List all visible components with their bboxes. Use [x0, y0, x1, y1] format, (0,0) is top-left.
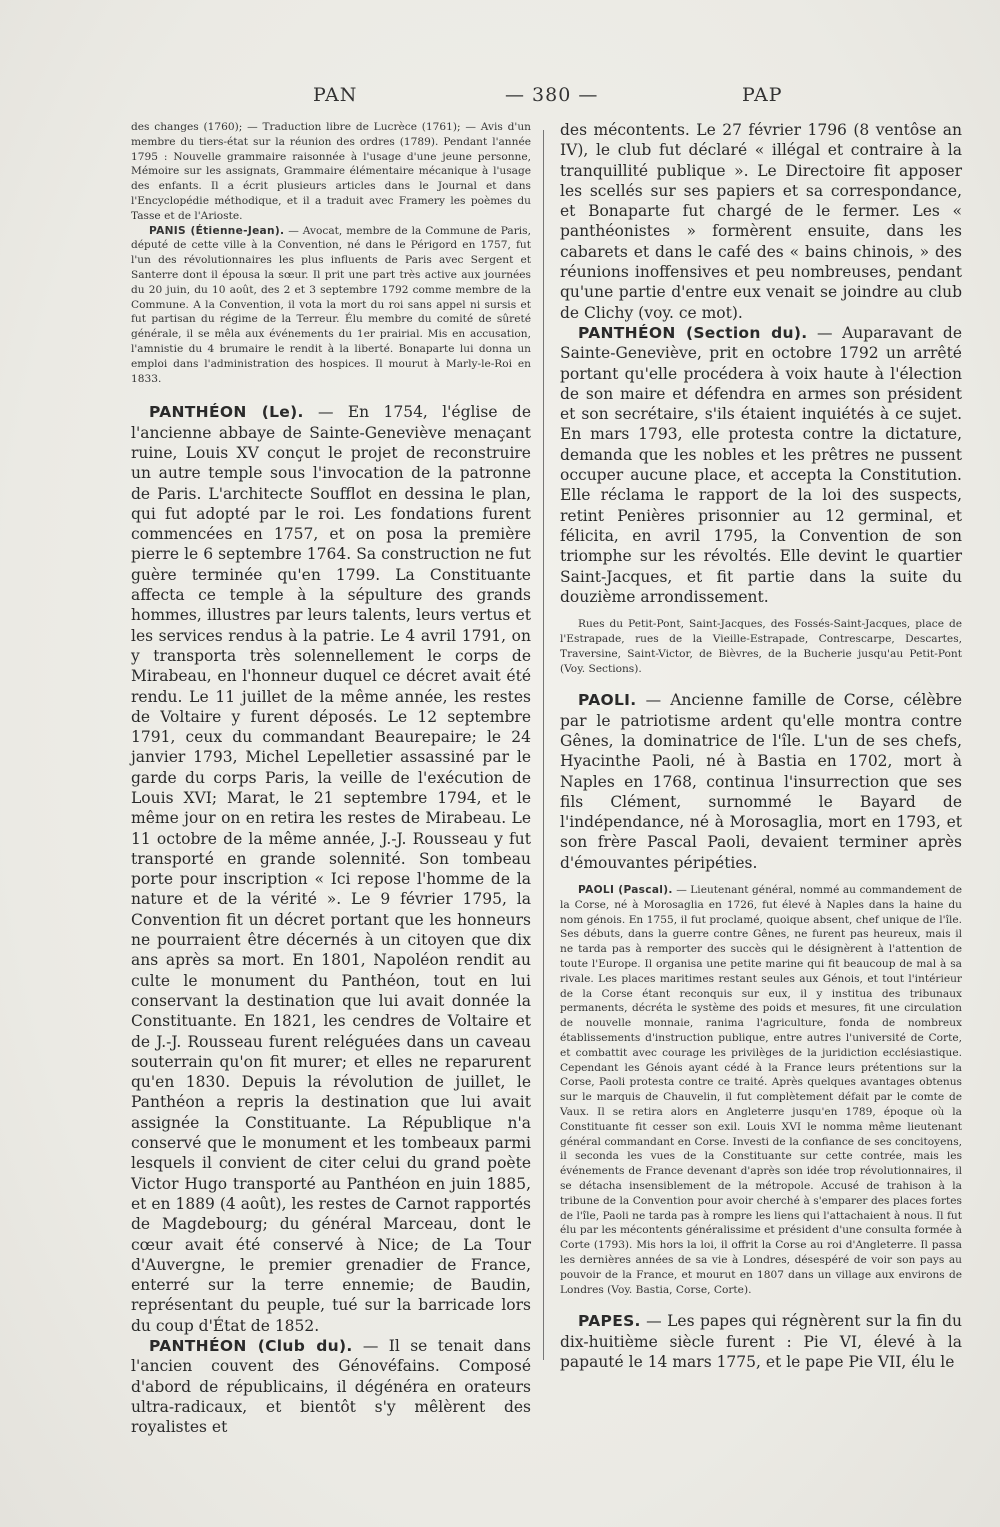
entry-papes: [560, 1311, 962, 1372]
page-number: — 380 —: [505, 84, 599, 106]
entry-paoli-pascal: [560, 883, 962, 1297]
entry-headword: PANTHÉON (Club du).: [149, 1337, 353, 1355]
running-head-left: PAN: [313, 84, 358, 106]
panis-preceding-entry: des changes (1760); — Traduction libre de Lucrèce (1761); — Avis d'un membre du tiers-état sur la réunion des ordres (1789). Pendant l'année 1795 : Nouvelle grammaire raisonnée à l'usage d'une jeune personne, Mémoire sur les assignats, Grammaire élémentaire mécanique à l'usage des enfants. Il a écrit plusieurs articles dans le Journal et dans l'Encyclopédie méthodique, et il a traduit avec Framery les poèmes du Tasse et de l'Arioste.: [131, 121, 531, 222]
entry-pantheon: [131, 402, 531, 1336]
entry-text: — Auparavant de Sainte-Geneviève, prit en octobre 1792 un arrêté portant qu'elle procédera à voix haute à l'élection de son maire et défendra en armes son président et son secrétaire, s'ils étaient inquiétés à ce sujet. En mars 1793, elle protesta contre la dictature, demanda que les nobles et les prêtres ne pussent occuper aucune place, et accepta la Constitution. Elle réclama le rapport de la loi des suspects, retint Penières prisonnier au 12 germinal, et félicita, en avril 1795, la Convention de son triomphe sur les révoltés. Elle devint le quartier Saint-Jacques, et fit partie dans la suite du douzième arrondissement.: [560, 323, 962, 606]
entry-headword: PAOLI.: [578, 691, 637, 710]
entry-text: — Les papes qui régnèrent sur la fin du dix-huitième siècle furent : Pie VI, élevé à la papauté le 14 mars 1775, et le pape Pie VII, élu le: [560, 1312, 962, 1371]
entry-paoli: [560, 690, 962, 873]
entry-headword: PANTHÉON (Section du).: [578, 323, 808, 342]
right-column: [560, 120, 962, 1372]
entry-pantheon-club: [131, 1336, 531, 1437]
section-streets-note: Rues du Petit-Pont, Saint-Jacques, des Fossés-Saint-Jacques, place de l'Estrapade, rues de la Vieille-Estrapade, Contrescarpe, Descartes, Traversine, Saint-Victor, de Bièvres, de la Bucherie jusqu'au Petit-Pont (Voy. Sections).: [560, 618, 962, 675]
entry-text: — Il se tenait dans l'ancien couvent des Génovéfains. Composé d'abord de républicains, il dégénéra en orateurs ultra-radicaux, et bientôt s'y mêlèrent des royalistes et: [131, 1337, 531, 1437]
column-divider: [543, 130, 544, 1360]
entry-text: — Lieutenant général, nommé au commandement de la Corse, né à Morosaglia en 1726, fut élevé à Naples dans la haine du nom génois. En 1755, il fut proclamé, quoique absent, chef unique de l'île. Ses débuts, dans la guerre contre Gênes, ne furent pas heureux, mais il ne tarda pas à remporter des succès qui le désignèrent à l'attention de toute l'Europe. Il organisa une petite marine qui fit beaucoup de mal à sa rivale. Les places maritimes restant seules aux Génois, et tout l'intérieur de la Corse étant reconquis sur eux, il y institua des tribunaux permanents, décréta le système des poids et mesures, fit une circulation de nouvelle monnaie, ranima l'agriculture, fonda de nombreux établissements d'instruction publique, entre autres l'université de Corte, et combattit avec courage les privilèges de la juridiction ecclésiastique. Cependant les Génois ayant cédé à la France leurs prétentions sur la Corse, Paoli protesta contre ce traité. Après quelques avantages obtenus sur le marquis de Chauvelin, il fut complètement défait par le comte de Vaux. Il se retira alors en Angleterre jusqu'en 1789, époque où la Constituante fit cesser son exil. Louis XVI le nomma même lieutenant général commandant en Corse. Investi de la confiance de ses concitoyens, il seconda les vues de la Constituante sur cette contrée, mais les événements de France devenant d'après son idée trop révolutionnaires, il se détacha insensiblement de la métropole. Accusé de trahison à la tribune de la Convention pour avoir cherché à s'emparer des places fortes de l'île, Paoli ne tarda pas à rompre les liens qui l'attachaient à nous. Il fut élu par les mécontents généralissime et président d'une consulta formée à Corte (1793). Mis hors la loi, il offrit la Corse au roi d'Angleterre. Il passa les dernières années de sa vie à Londres, désespéré de voir son pays au pouvoir de la France, et mourut en 1807 dans un village aux environs de Londres (Voy. Bastia, Corse, Corte).: [560, 883, 962, 1296]
entry-pantheon-section: [560, 323, 962, 607]
left-column: [131, 120, 531, 1437]
running-head-right: PAP: [742, 84, 783, 106]
pantheon-club-continued: des mécontents. Le 27 février 1796 (8 ventôse an IV), le club fut déclaré « illégal et contraire à la tranquillité publique ». Le Directoire fit apposer les scellés sur ses papiers et sa correspondance, et Bonaparte fut chargé de le fermer. Les « panthéonistes » formèrent ensuite, dans les cabarets et dans le café des « bains chinois, » des réunions inoffensives et peu nombreuses, pendant qu'une partie d'entre eux venait se joindre au club de Clichy (voy. ce mot).: [560, 121, 962, 322]
entry-headword: PAOLI (Pascal).: [578, 883, 673, 896]
entry-headword: PANIS (Étienne-Jean).: [149, 224, 285, 237]
entry-text: — En 1754, l'église de l'ancienne abbaye de Sainte-Geneviève menaçant ruine, Louis XV conçut le projet de reconstruire un autre temple sous l'invocation de la patronne de Paris. L'architecte Soufflot en dessina le plan, qui fut adopté par le roi. Les fondations furent commencées en 1757, et on posa la première pierre le 6 septembre 1764. Sa construction ne fut guère terminée qu'en 1799. La Constituante affecta ce temple à la sépulture des grands hommes, illustres par leurs talents, leurs vertus et les services rendus à la patrie. Le 4 avril 1791, on y transporta très solennellement le corps de Mirabeau, en l'honneur duquel ce décret avait été rendu. Le 11 juillet de la même année, les restes de Voltaire y furent déposés. Le 12 septembre 1791, ceux du commandant Beaurepaire; le 24 janvier 1793, Michel Lepelletier assassiné par le garde du corps Paris, la veille de l'exécution de Louis XVI; Marat, le 21 septembre 1794, et le même jour on en retira les restes de Mirabeau. Le 11 octobre de la même année, J.-J. Rousseau y fut transporté en grande solennité. Son tombeau porte pour inscription « Ici repose l'homme de la nature et de la vérité ». Le 9 février 1795, la Convention fit un décret portant que les honneurs ne pourraient être décernés à un citoyen que dix ans après sa mort. En 1801, Napoléon rendit au culte le monument du Panthéon, tout en lui conservant la destination que lui avait donnée la Constituante. En 1821, les cendres de Voltaire et de J.-J. Rousseau furent reléguées dans un caveau souterrain qu'on fit murer; et elles ne reparurent qu'en 1830. Depuis la révolution de juillet, le Panthéon a repris la destination que lui avait assignée la Constituante. La République n'a conservé que le monument et les tombeaux parmi lesquels il convient de citer celui du grand poète Victor Hugo transporté au Panthéon en juin 1885, et en 1889 (4 août), les restes de Carnot rapportés de Magdebourg; du général Marceau, dont le cœur avait été conservé à Nice; de La Tour d'Auvergne, le premier grenadier de France, enterré sur la terre ennemie; de Baudin, représentant du peuple, tué sur la barricade lors du coup d'État de 1852.: [131, 403, 531, 1335]
entry-text: — Avocat, membre de la Commune de Paris, député de cette ville à la Convention, né dans le Périgord en 1757, fut l'un des révolutionnaires les plus influents de Paris avec Sergent et Santerre dont il épousa la sœur. Il prit une part très active aux journées du 20 juin, du 10 août, des 2 et 3 septembre 1792 comme membre de la Commune. A la Convention, il vota la mort du roi sans appel ni sursis et fut partisan du régime de la Terreur. Élu membre du comité de sûreté générale, il se mêla aux événements du 1er prairial. Mis en accusation, l'amnistie du 4 brumaire le rendit à la liberté. Bonaparte lui donna un emploi dans l'administration des hospices. Il mourut à Marly-le-Roi en 1833.: [131, 224, 531, 385]
entry-headword: PAPES.: [578, 1312, 641, 1331]
entry-panis: [131, 224, 531, 387]
entry-text: — Ancienne famille de Corse, célèbre par le patriotisme ardent qu'elle montra contre Gênes, la dominatrice de l'île. L'un de ses chefs, Hyacinthe Paoli, né à Bastia en 1702, mort à Naples en 1768, continua l'insurrection que ses fils Clément, surnommé le Bayard de l'indépendance, né à Morosaglia, mort en 1793, et son frère Pascal Paoli, devaient terminer après d'émouvantes péripéties.: [560, 691, 962, 872]
entry-headword: PANTHÉON (Le).: [149, 403, 304, 422]
